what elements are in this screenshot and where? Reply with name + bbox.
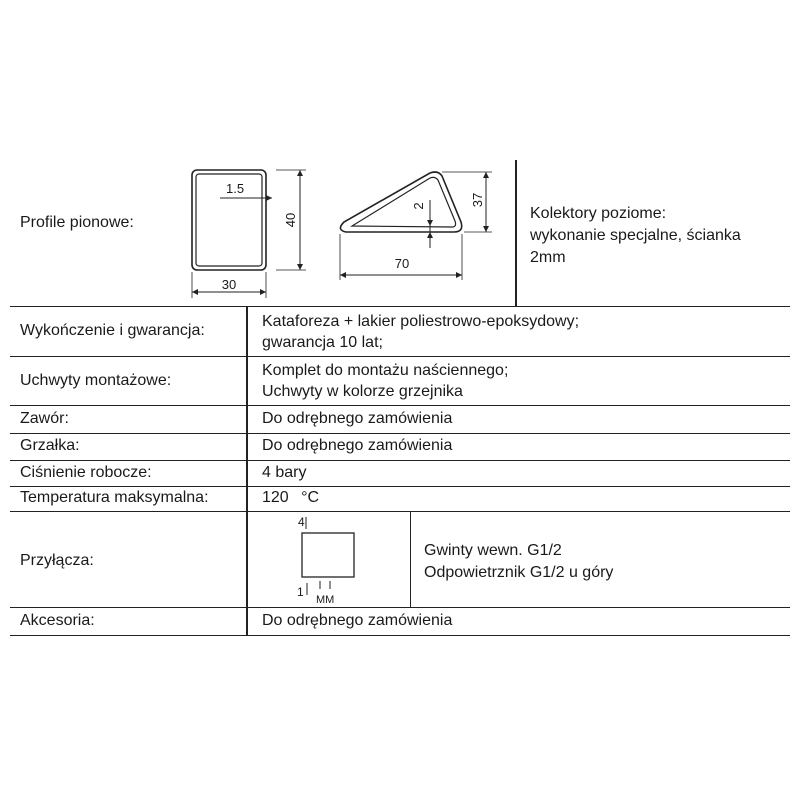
heater-label: Grzałka: <box>20 437 80 454</box>
temperature-label: Temperatura maksymalna: <box>20 489 209 506</box>
row-divider <box>10 635 790 636</box>
row-divider <box>10 607 790 608</box>
valve-value: Do odrębnego zamówienia <box>262 410 453 427</box>
temperature-unit: °C <box>301 489 320 506</box>
connections-value-2: Odpowietrznik G1/2 u góry <box>424 564 614 581</box>
column-separator <box>246 306 248 636</box>
rect-dim-height: 40 <box>283 212 298 228</box>
connections-value-1: Gwinty wewn. G1/2 <box>424 542 562 559</box>
tri-dim-height: 37 <box>470 192 485 208</box>
finish-label: Wykończenie i gwarancja: <box>20 322 205 339</box>
pressure-label: Ciśnienie robocze: <box>20 464 152 481</box>
collector-line-3: 2mm <box>530 249 566 266</box>
connections-label: Przyłącza: <box>20 552 94 569</box>
finish-value-2: gwarancja 10 lat; <box>262 334 383 351</box>
rect-profile-drawing <box>180 160 310 300</box>
profiles-label: Profile pionowe: <box>20 214 134 231</box>
tri-profile-outer <box>340 172 461 232</box>
row-divider <box>10 306 790 307</box>
mounting-value-1: Komplet do montażu naściennego; <box>262 362 509 379</box>
mounting-value-2: Uchwyty w kolorze grzejnika <box>262 383 463 400</box>
conn-radiator-rect <box>302 533 354 577</box>
mounting-label: Uchwyty montażowe: <box>20 372 172 389</box>
connections-separator <box>410 511 411 607</box>
rect-dim-width: 30 <box>221 277 237 292</box>
connections-diagram <box>292 513 372 605</box>
finish-value-1: Kataforeza + lakier poliestrowo-epoksydowy; <box>262 313 580 330</box>
rect-dim-wall: 1.5 <box>226 181 245 196</box>
row-divider <box>10 405 790 406</box>
row-divider <box>10 511 790 512</box>
collector-line-1: Kolektory poziome: <box>530 205 667 222</box>
conn-bottom-marks: MM <box>316 594 335 605</box>
valve-label: Zawór: <box>20 410 69 427</box>
row-divider <box>10 433 790 434</box>
tri-dim-wall: 2 <box>411 202 426 210</box>
row-divider <box>10 460 790 461</box>
temperature-value <box>262 487 319 509</box>
temperature-number: 120 <box>262 489 289 506</box>
collector-line-2: wykonanie specjalne, ścianka <box>530 227 741 244</box>
profile-separator <box>515 160 517 306</box>
tri-dim-width: 70 <box>394 256 410 271</box>
conn-bottom-number: 1 <box>297 585 304 599</box>
heater-value: Do odrębnego zamówienia <box>262 437 453 454</box>
accessories-value: Do odrębnego zamówienia <box>262 612 453 629</box>
row-divider <box>10 356 790 357</box>
tri-profile-inner <box>352 177 456 227</box>
accessories-label: Akcesoria: <box>20 612 95 629</box>
tri-profile-drawing <box>330 160 500 290</box>
pressure-value: 4 bary <box>262 464 307 481</box>
conn-top-number: 4 <box>298 515 305 529</box>
